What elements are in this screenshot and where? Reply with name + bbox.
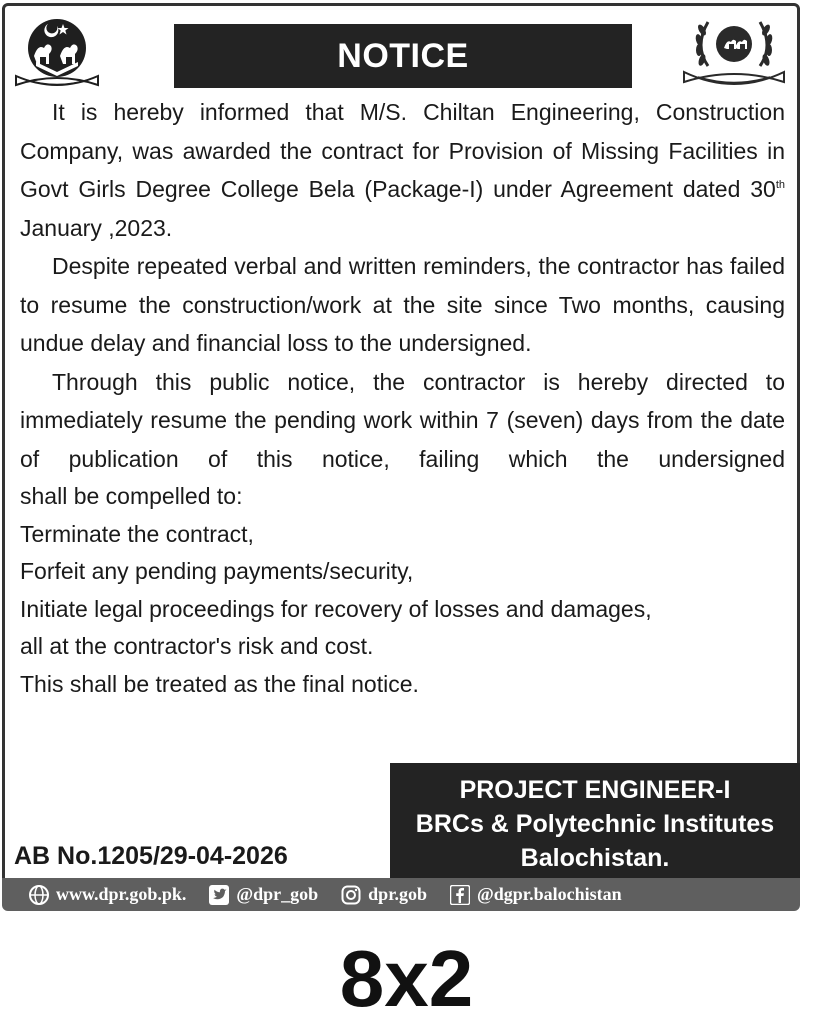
website-link[interactable]: www.dpr.gob.pk. — [56, 884, 187, 904]
facebook-icon — [449, 884, 471, 906]
footer-instagram[interactable] — [340, 884, 427, 906]
balochistan-government-emblem-icon — [12, 14, 102, 92]
footer-social-bar — [2, 878, 800, 911]
facebook-handle[interactable]: @dgpr.balochistan — [477, 884, 622, 904]
paragraph-contract-award: It is hereby informed that M/S. Chiltan Engineering, Construction Company, was awarded the contract for Provision of Missing Facilities in Govt Girls Degree College Bela (Package-I) under Agreement dated 30th January ,2023. — [20, 99, 785, 241]
list-item: all at the contractor's risk and cost. — [20, 633, 374, 659]
notice-body — [20, 93, 785, 703]
footer-website[interactable] — [28, 884, 186, 906]
instagram-icon — [340, 884, 362, 906]
list-item: shall be compelled to: — [20, 483, 243, 509]
signature-title: PROJECT ENGINEER-I — [459, 776, 731, 804]
list-item: Terminate the contract, — [20, 520, 254, 547]
list-item: This shall be treated as the final notice. — [20, 670, 419, 697]
notice-title-banner — [174, 24, 632, 88]
paragraph-directive: Through this public notice, the contractor is hereby directed to immediately resume the pending work within 7 (seven) days from the date of publication of this notice, failing which the undersigned — [20, 368, 785, 472]
footer-twitter[interactable] — [208, 884, 318, 906]
twitter-icon — [208, 884, 230, 906]
ad-size-label: 8x2 — [339, 934, 474, 1023]
globe-icon — [28, 884, 50, 906]
ab-number: AB No.1205/29-04-2026 — [14, 842, 288, 870]
list-item: Initiate legal proceedings for recovery of losses and damages, — [20, 595, 652, 622]
dgpr-balochistan-emblem-icon — [678, 14, 790, 92]
footer-facebook[interactable] — [449, 884, 622, 906]
list-item: Forfeit any pending payments/security, — [20, 558, 414, 584]
paragraph-failure: Despite repeated verbal and written reminders, the contractor has failed to resume the construction/work at the site since Two months, causing undue delay and financial loss to the undersigned. — [20, 253, 785, 356]
twitter-handle[interactable]: @dpr_gob — [236, 884, 319, 904]
page-title: NOTICE — [337, 36, 469, 75]
signature-organization: BRCs & Polytechnic Institutes — [415, 810, 775, 838]
signature-region: Balochistan. — [520, 844, 670, 872]
instagram-handle[interactable]: dpr.gob — [368, 884, 428, 904]
signature-block — [390, 763, 800, 878]
